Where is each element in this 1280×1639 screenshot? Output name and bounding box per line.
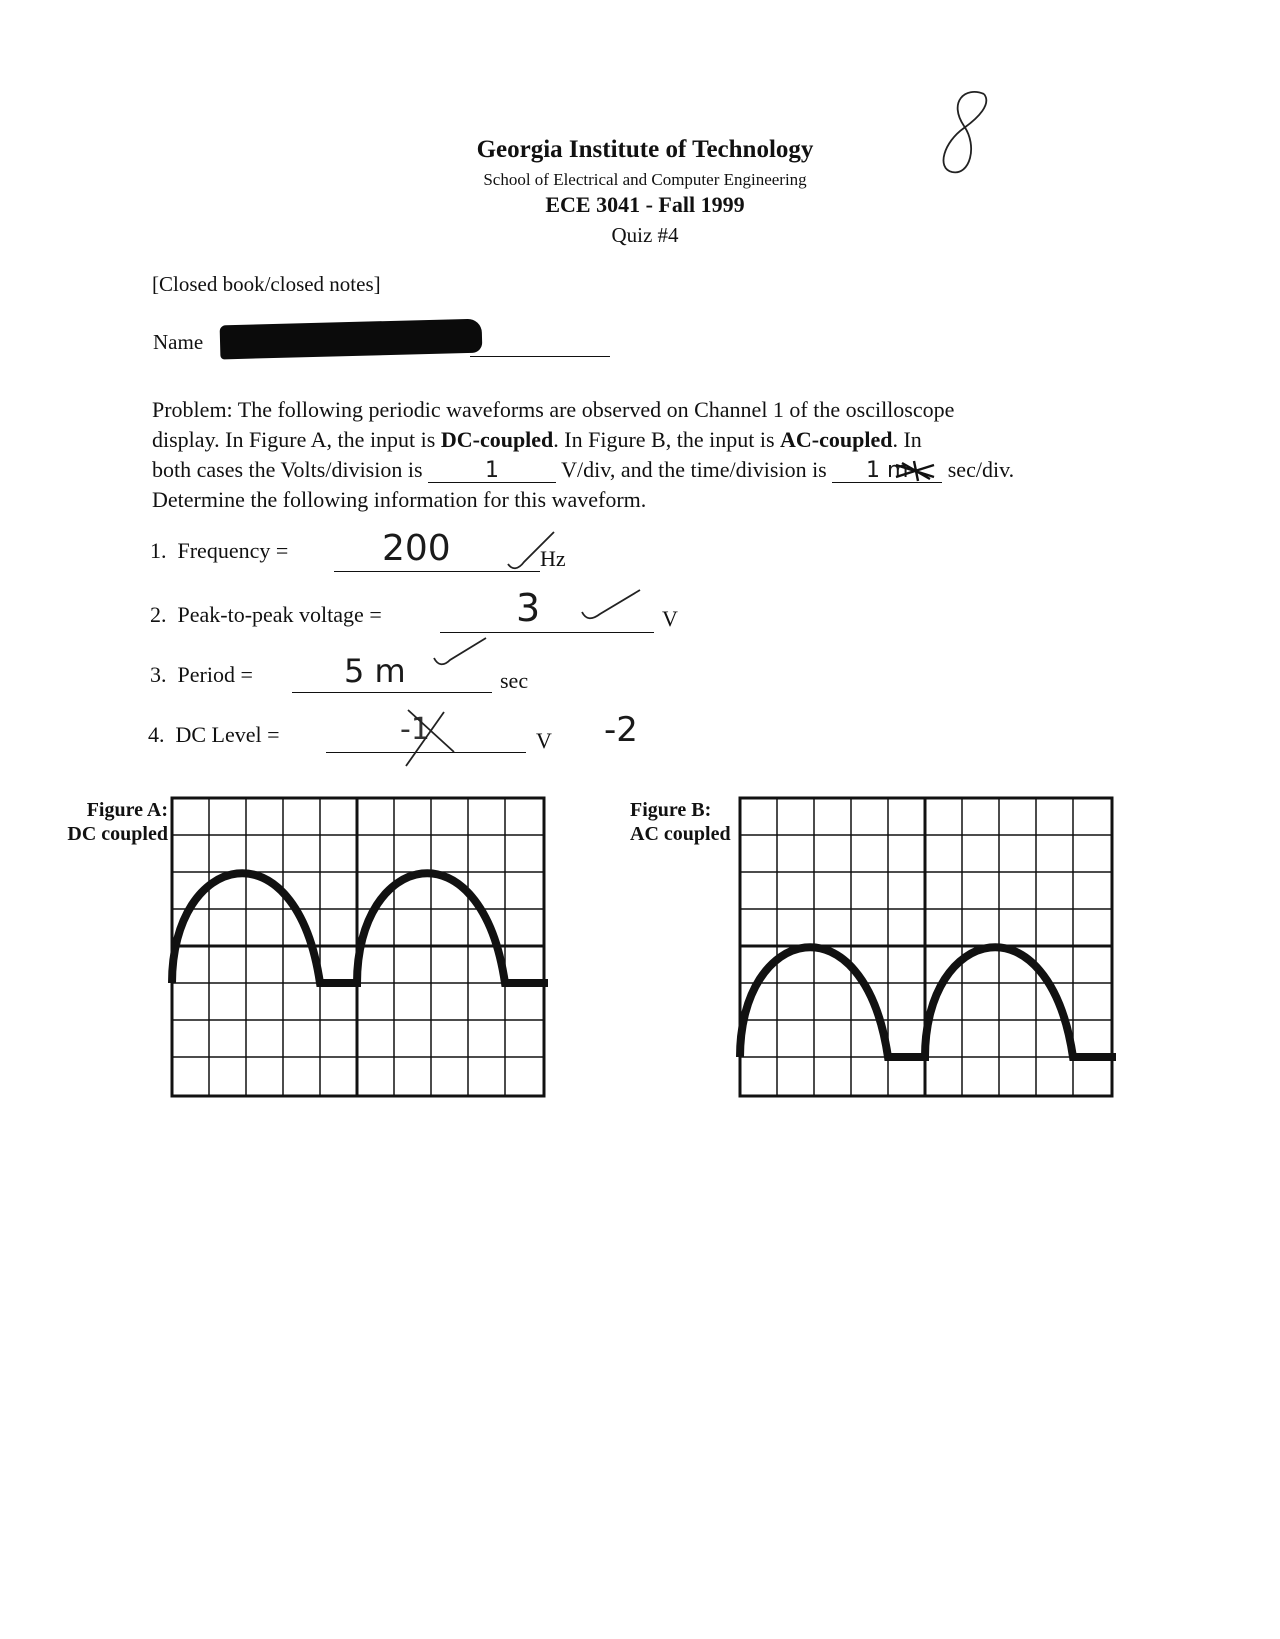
checkmark-icon bbox=[578, 586, 644, 626]
answer-3: 5 m bbox=[344, 652, 406, 690]
question-3: 3. Period = bbox=[150, 662, 253, 687]
answer-2: 3 bbox=[516, 586, 541, 630]
grade-mark bbox=[930, 88, 1010, 184]
cross-mark-icon bbox=[394, 706, 466, 772]
scribble-mark bbox=[894, 459, 938, 483]
unit-2: V bbox=[662, 606, 678, 631]
problem-line-3: both cases the Volts/division is 1 V/div, and the time/division is 1 m sec/div. bbox=[152, 457, 1015, 483]
institution-title: Georgia Institute of Technology bbox=[476, 136, 814, 163]
ac-coupled-text: AC-coupled bbox=[780, 427, 893, 452]
figure-b-label: Figure B: AC coupled bbox=[630, 799, 731, 845]
time-div-blank bbox=[832, 459, 942, 483]
question-label: Peak-to-peak voltage = bbox=[177, 602, 382, 627]
time-div-answer: 1 m bbox=[866, 458, 909, 483]
question-label: DC Level = bbox=[175, 722, 280, 747]
unit-1: Hz bbox=[540, 546, 566, 571]
checkmark-icon bbox=[430, 634, 490, 674]
figure-a-scope bbox=[166, 792, 562, 1104]
figure-b-scope bbox=[734, 792, 1130, 1104]
question-label: Frequency = bbox=[177, 538, 289, 563]
question-label: Period = bbox=[177, 662, 253, 687]
volts-div-blank bbox=[428, 459, 556, 483]
question-4: 4. DC Level = bbox=[148, 722, 280, 747]
problem-line-2: display. In Figure A, the input is DC-coupled. In Figure B, the input is AC-coupled. In bbox=[152, 427, 922, 452]
problem-text: Problem: The following periodic waveforms are observed on Channel 1 of the oscilloscope bbox=[152, 397, 955, 422]
question-2: 2. Peak-to-peak voltage = bbox=[150, 602, 382, 627]
dc-coupled-text: DC-coupled bbox=[440, 427, 554, 452]
quiz-title: Quiz #4 bbox=[611, 223, 679, 247]
problem-line-4: Determine the following information for this waveform. bbox=[152, 487, 647, 512]
figure-a-label: Figure A: DC coupled bbox=[67, 799, 168, 845]
problem-line-1 bbox=[152, 395, 1152, 425]
answer-1: 200 bbox=[382, 528, 451, 569]
name-redaction bbox=[220, 319, 483, 360]
unit-3: sec bbox=[500, 668, 529, 693]
answer-line-2 bbox=[440, 632, 654, 633]
course-title: ECE 3041 - Fall 1999 bbox=[545, 192, 745, 217]
name-label: Name bbox=[153, 330, 204, 354]
name-line bbox=[470, 356, 610, 357]
school-name: School of Electrical and Computer Engineering bbox=[483, 170, 807, 189]
answer-4-correction: -2 bbox=[604, 710, 638, 750]
unit-4: V bbox=[536, 728, 552, 753]
instructions-note: [Closed book/closed notes] bbox=[152, 272, 381, 296]
answer-4: -1 bbox=[400, 712, 430, 747]
answer-line-3 bbox=[292, 692, 492, 693]
volts-div-answer: 1 bbox=[485, 458, 500, 483]
question-1: 1. Frequency = bbox=[150, 538, 289, 563]
